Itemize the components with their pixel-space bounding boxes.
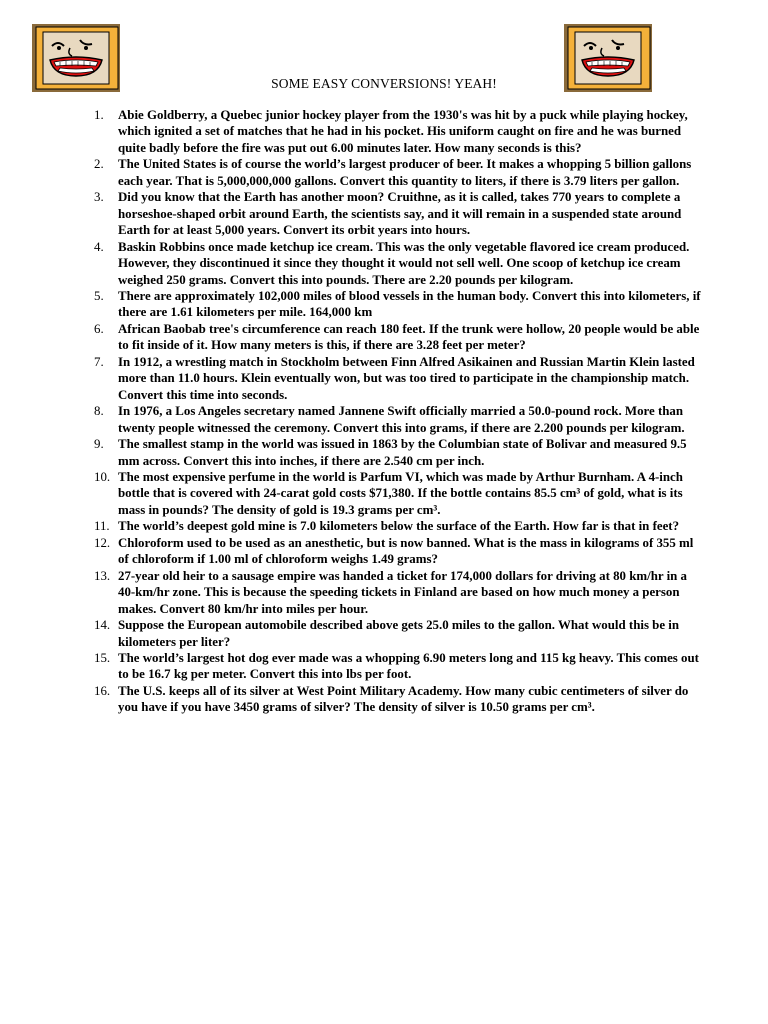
question-number: 2. <box>94 157 104 172</box>
question-item-8 <box>94 403 704 436</box>
question-item-4 <box>94 239 704 288</box>
question-item-1 <box>94 107 704 156</box>
question-number: 1. <box>94 108 104 122</box>
question-number: 11. <box>94 519 110 534</box>
question-text: The most expensive perfume in the world is Parfum VI, which was made by Arthur Burnham. A 4-inch bottle that is covered with 24-carat gold costs $71,380. If the bottle contains 85.5 cm³ of gold, what is its mass in pounds? The density of gold is 19.3 grams per cm³. <box>118 469 683 517</box>
question-text: In 1976, a Los Angeles secretary named Jannene Swift officially married a 50.0-pound rock. More than twenty people witnessed the ceremony. Convert this into grams, if there are 2.200 pounds per kilogram. <box>118 404 685 435</box>
question-text: Did you know that the Earth has another moon? Cruithne, as it is called, takes 770 years to complete a horseshoe-shaped orbit around Earth, the scientists say, and it will remain in a suspended state around Earth for at least 5,000 years. Convert its orbit years into hours. <box>118 190 682 238</box>
question-text: Abie Goldberry, a Quebec junior hockey player from the 1930's was hit by a puck while playing hockey, which ignited a set of matches that he had in his pocket. His uniform caught on fire and he was burned quite badly before the fire was put out 6.00 minutes later. How many seconds is this? <box>118 108 688 155</box>
question-text: African Baobab tree's circumference can reach 180 feet. If the trunk were hollow, 20 people would be able to fit inside of it. How many meters is this, if there are 3.28 feet per meter? <box>118 321 700 353</box>
question-number: 12. <box>94 535 111 550</box>
question-item-3 <box>94 189 704 238</box>
question-item-6 <box>94 321 704 354</box>
question-item-2 <box>94 156 704 189</box>
question-item-9 <box>94 436 704 469</box>
question-number: 5. <box>94 288 104 303</box>
question-number: 16. <box>94 683 111 698</box>
question-number: 4. <box>94 239 104 254</box>
question-number: 7. <box>94 354 104 369</box>
question-text: Chloroform used to be used as an anesthetic, but is now banned. What is the mass in kilograms of 355 ml of chloroform if 1.00 ml of chloroform weighs 1.49 grams? <box>118 535 694 567</box>
question-item-7 <box>94 354 704 403</box>
question-item-5 <box>94 288 704 321</box>
question-number: 6. <box>94 321 104 336</box>
question-number: 10. <box>94 469 111 484</box>
question-number: 8. <box>94 404 104 419</box>
question-number: 9. <box>94 437 104 452</box>
question-number: 14. <box>94 618 111 633</box>
question-number: 13. <box>94 568 111 583</box>
question-item-13 <box>94 568 704 617</box>
question-item-12 <box>94 535 704 568</box>
question-text: Suppose the European automobile described above gets 25.0 miles to the gallon. What would this be in kilometers per liter? <box>118 618 680 649</box>
question-text: Baskin Robbins once made ketchup ice cream. This was the only vegetable flavored ice cream produced. However, they discontinued it since they thought it would not sell well. One scoop of ketchup ice cream weighed 250 grams. Convert this into pounds. There are 2.20 pounds per kilogram. <box>118 239 690 287</box>
question-text: The world’s deepest gold mine is 7.0 kilometers below the surface of the Earth. How far is that in feet? <box>118 519 680 534</box>
question-text: The United States is of course the world’s largest producer of beer. It makes a whopping 5 billion gallons each year. That is 5,000,000,000 gallons. Convert this quantity to liters, if there is 3.79 liters per gallon. <box>118 157 692 188</box>
question-item-10 <box>94 469 704 518</box>
question-text: In 1912, a wrestling match in Stockholm between Finn Alfred Asikainen and Russian Martin Klein lasted more than 11.0 hours. Klein eventually won, but was too tired to participate in the championship match. Convert this time into seconds. <box>118 354 695 402</box>
question-number: 15. <box>94 650 111 665</box>
question-item-11 <box>94 518 704 534</box>
question-text: The smallest stamp in the world was issued in 1863 by the Columbian state of Bolivar and measured 9.5 mm across. Convert this into inches, if there are 2.540 cm per inch. <box>118 437 687 468</box>
question-item-15 <box>94 650 704 683</box>
question-number: 3. <box>94 190 104 205</box>
question-item-16 <box>94 683 704 716</box>
question-text: The world’s largest hot dog ever made was a whopping 6.90 meters long and 115 kg heavy. This comes out to be 16.7 kg per meter. Convert this into lbs per foot. <box>118 650 699 682</box>
question-text: There are approximately 102,000 miles of blood vessels in the human body. Convert this into kilometers, if there are 1.61 kilometers per mile. 164,000 km <box>118 288 701 320</box>
question-text: The U.S. keeps all of its silver at West Point Military Academy. How many cubic centimeters of silver do you have if you have 3450 grams of silver? The density of silver is 10.50 grams per cm³. <box>118 683 689 715</box>
page-title: SOME EASY CONVERSIONS! YEAH! <box>271 76 497 91</box>
question-list <box>94 107 704 716</box>
question-text: 27-year old heir to a sausage empire was handed a ticket for 174,000 dollars for driving at 80 km/hr in a 40-km/hr zone. This is because the speeding tickets in Finland are based on how much money a person makes. Convert 80 km/hr into miles per hour. <box>118 568 687 616</box>
question-item-14 <box>94 617 704 650</box>
